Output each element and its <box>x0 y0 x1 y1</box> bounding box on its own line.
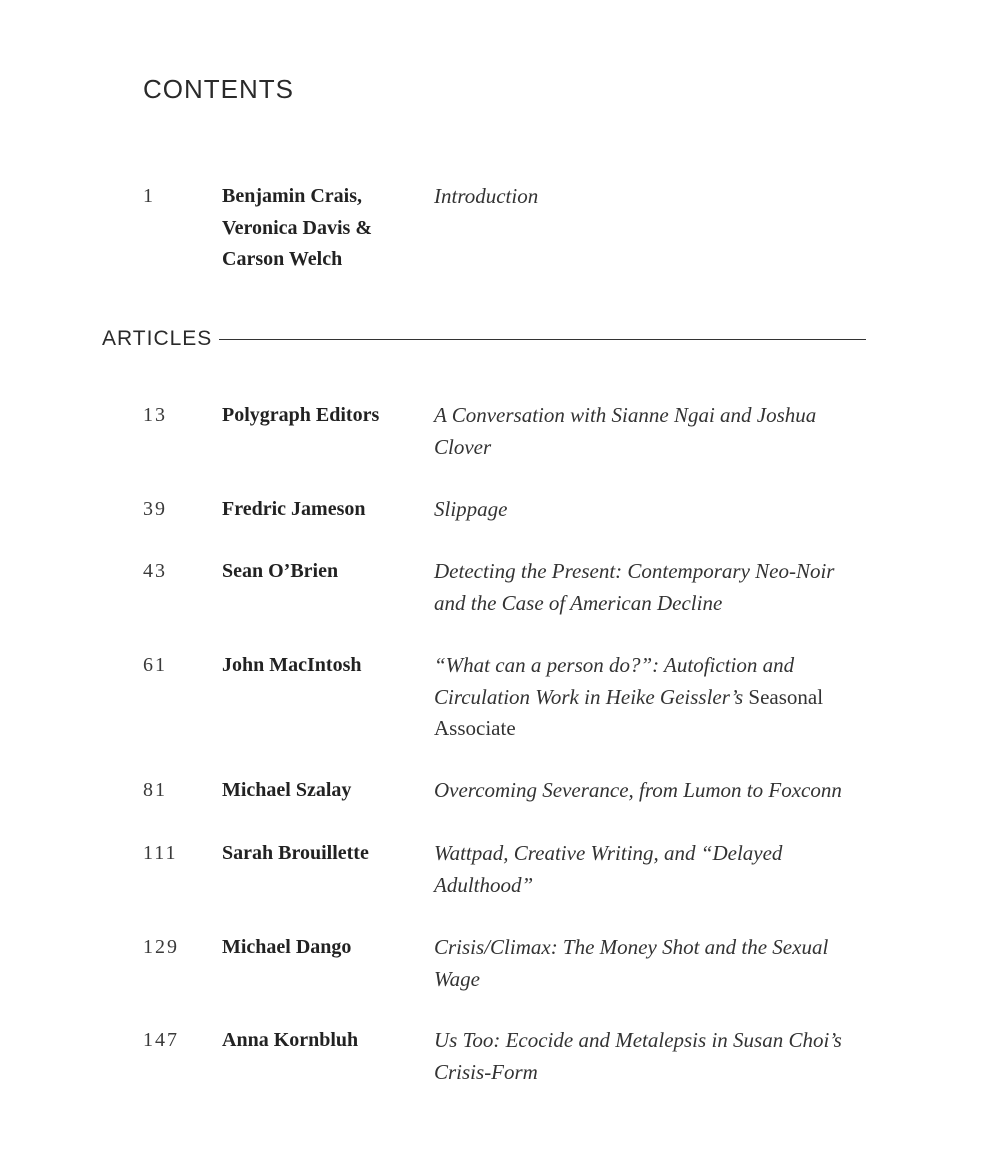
article-title <box>434 494 874 526</box>
title-line: “What can a person do?”: Autofiction and <box>434 653 795 677</box>
section-header-articles <box>102 326 866 352</box>
article-title <box>434 1025 874 1088</box>
article-title <box>434 932 874 995</box>
author-name: Fredric Jameson <box>222 498 366 520</box>
title-line: Adulthood” <box>434 872 534 897</box>
title-line: Crisis/Climax: The Money Shot and the Sexual <box>434 935 829 959</box>
article-title <box>434 775 874 807</box>
author-name: Sarah Brouillette <box>222 842 369 864</box>
author-name: Polygraph Editors <box>222 404 380 426</box>
article-title <box>434 838 874 901</box>
title-line: Wage <box>434 966 480 991</box>
author-names <box>222 181 422 276</box>
page-number: 81 <box>143 779 167 801</box>
title-line: Overcoming Severance, from Lumon to Foxconn <box>434 778 842 802</box>
page-number: 147 <box>143 1029 179 1051</box>
author-line: Veronica Davis & <box>222 216 372 239</box>
page-number: 61 <box>143 654 167 676</box>
author-name: John MacIntosh <box>222 654 362 676</box>
title-line: Wattpad, Creative Writing, and “Delayed <box>434 841 783 865</box>
title-segment-roman: Seasonal <box>743 684 824 709</box>
author-line: Benjamin Crais, <box>222 185 362 207</box>
author-name: Sean O’Brien <box>222 560 339 582</box>
article-title <box>434 400 874 463</box>
title-line <box>434 682 874 714</box>
article-title <box>434 650 874 745</box>
page-number: 43 <box>143 560 167 582</box>
article-title <box>434 556 874 619</box>
author-line: Carson Welch <box>222 248 343 270</box>
page-number: 13 <box>143 404 167 426</box>
page-number: 1 <box>143 185 155 207</box>
author-name: Michael Dango <box>222 936 352 958</box>
title-line: Slippage <box>434 497 508 521</box>
author-name: Michael Szalay <box>222 779 352 801</box>
title-segment-italic: Circulation Work in Heike Geissler’s <box>434 684 744 709</box>
page-number: 111 <box>143 842 178 864</box>
title-line: Detecting the Present: Contemporary Neo-Noir <box>434 559 835 583</box>
page-title: CONTENTS <box>143 74 294 104</box>
title-line: Clover <box>434 434 492 459</box>
page-number: 39 <box>143 498 167 520</box>
title-line: Us Too: Ecocide and Metalepsis in Susan Choi’s <box>434 1028 842 1052</box>
title-line: Crisis-Form <box>434 1059 538 1084</box>
title-line: Associate <box>434 716 516 740</box>
section-divider <box>219 339 866 340</box>
article-title: Introduction <box>434 184 539 208</box>
section-label: ARTICLES <box>102 327 213 350</box>
page-number: 129 <box>143 936 179 958</box>
author-name: Anna Kornbluh <box>222 1029 359 1051</box>
title-line: A Conversation with Sianne Ngai and Joshua <box>434 403 817 427</box>
title-line: and the Case of American Decline <box>434 590 723 615</box>
